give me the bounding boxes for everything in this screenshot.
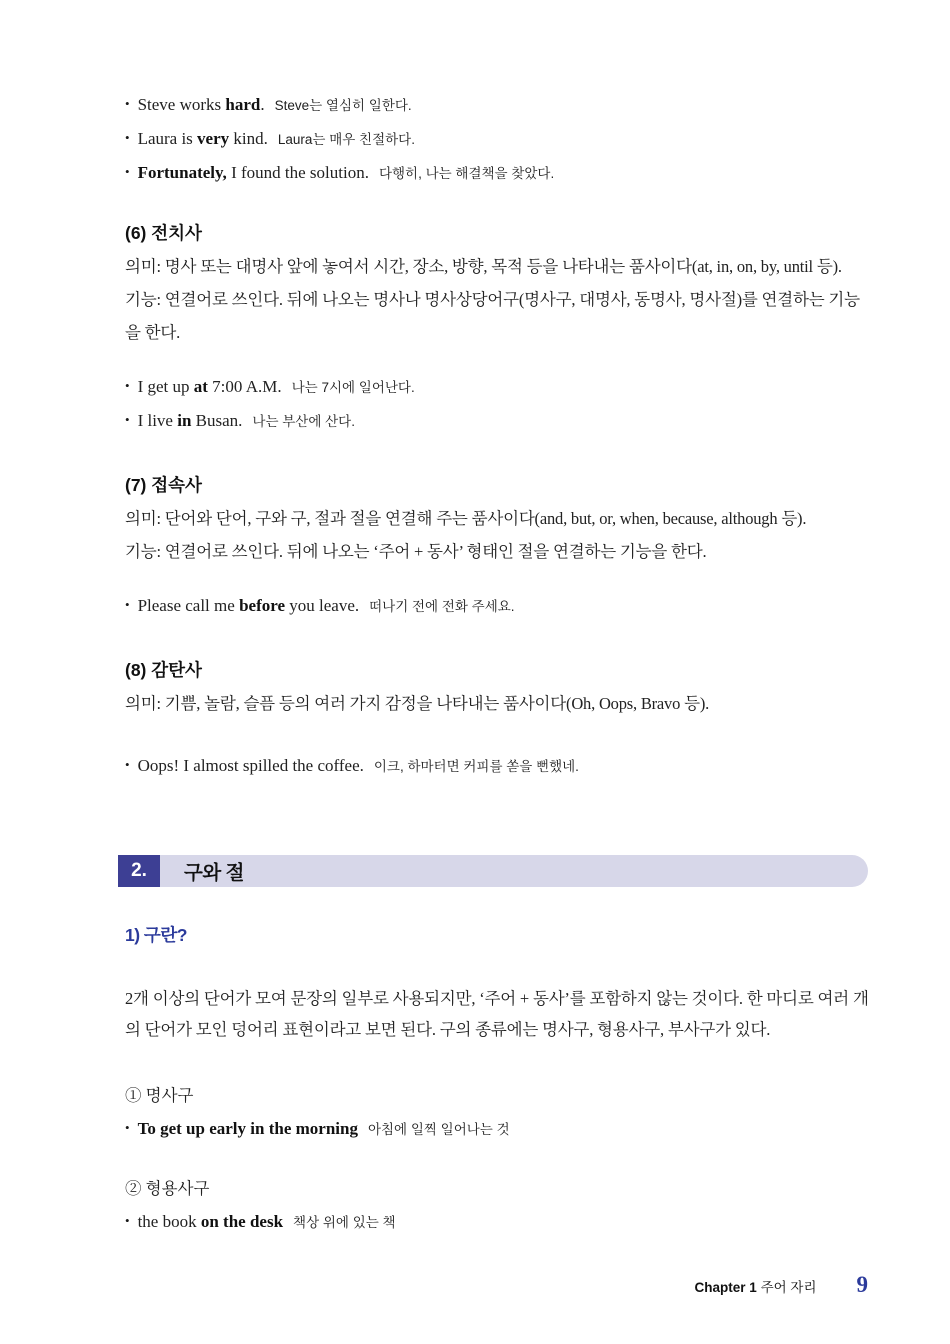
section-function: 기능: 연결어로 쓰인다. 뒤에 나오는 ‘주어 + 동사’ 형태인 절을 연결하는 기능을 한다. (125, 542, 707, 561)
section-meaning: 의미: 명사 또는 대명사 앞에 놓여서 시간, 장소, 방향, 목적 등을 나타내는 품사이다(at, in, on, by, until 등). (125, 257, 842, 276)
example-list (125, 589, 870, 623)
footer-page-number: 9 (856, 1272, 868, 1297)
phrase-type-adjective (125, 1176, 870, 1239)
phrase-type-label: ① 명사구 (125, 1086, 194, 1105)
example-list (125, 749, 870, 783)
section-header-title: 구와 절 (184, 862, 244, 884)
phrase-type-noun (125, 1083, 870, 1146)
example-english: • Laura is very kind. (137, 129, 268, 148)
section-preposition (125, 217, 870, 438)
phrase-type-label: ② 형용사구 (125, 1179, 210, 1198)
example-translation: 떠나기 전에 전화 주세요. (369, 599, 515, 614)
section-meaning: 의미: 단어와 단어, 구와 구, 절과 절을 연결해 주는 품사이다(and, but, or, when, because, although 등). (125, 509, 807, 528)
example-translation: Steve는 열심히 일한다. (274, 98, 412, 113)
section-meaning: 의미: 기쁨, 놀람, 슬픔 등의 여러 가지 감정을 나타내는 품사이다(Oh, Oops, Bravo 등). (125, 694, 710, 713)
example-translation: Laura는 매우 친절하다. (277, 132, 415, 147)
example-english: • Oops! I almost spilled the coffee. (137, 756, 364, 775)
section-interjection (125, 654, 870, 783)
example-sentence (125, 370, 870, 404)
example-sentence (125, 156, 870, 190)
example-sentence (125, 749, 870, 783)
example-english: • I get up at 7:00 A.M. (137, 377, 282, 396)
subsection-body: 2개 이상의 단어가 모여 문장의 일부로 사용되지만, ‘주어 + 동사’를 포함하지 않는 것이다. 한 마디로 여러 개의 단어가 모인 덩어리 표현이라고 보면 된다. 구의 종류에는 명사구, 형용사구, 부사구가 있다. (125, 989, 869, 1039)
example-english: • Please call me before you leave. (137, 596, 360, 615)
example-sentence (125, 88, 870, 122)
section-title: (6) 전치사 (125, 223, 202, 243)
example-translation: 나는 부산에 산다. (252, 414, 355, 429)
example-sentence (125, 122, 870, 156)
example-sentence (125, 1112, 870, 1146)
example-translation: 다행히, 나는 해결책을 찾았다. (378, 166, 555, 181)
example-english: • Steve works hard. (137, 95, 265, 114)
section-number-badge: 2. (118, 855, 160, 887)
section-function: 기능: 연결어로 쓰인다. 뒤에 나오는 명사나 명사상당어구(명사구, 대명사, 동명사, 명사절)를 연결하는 기능을 한다. (125, 290, 860, 342)
example-sentence (125, 404, 870, 438)
example-list (125, 370, 870, 438)
section-header-bar (118, 855, 868, 887)
footer-chapter-label: Chapter 1 주어 자리 (694, 1280, 817, 1295)
page-footer (695, 1272, 868, 1298)
example-english: • To get up early in the morning (137, 1119, 358, 1138)
example-english: • the book on the desk (137, 1212, 284, 1231)
example-english: • I live in Busan. (137, 411, 243, 430)
example-english: • Fortunately, I found the solution. (137, 163, 369, 182)
example-translation: 책상 위에 있는 책 (293, 1215, 396, 1230)
section-title: (7) 접속사 (125, 475, 202, 495)
example-sentence (125, 1205, 870, 1239)
example-sentence (125, 589, 870, 623)
section-title: (8) 감탄사 (125, 660, 202, 680)
adverb-example-list (125, 88, 870, 190)
example-translation: 이크, 하마터면 커피를 쏟을 뻔했네. (373, 759, 579, 774)
example-translation: 나는 7시에 일어난다. (291, 380, 415, 395)
section-conjunction (125, 469, 870, 623)
subsection-title: 1) 구란? (125, 925, 187, 945)
example-translation: 아침에 일찍 일어나는 것 (367, 1122, 510, 1137)
